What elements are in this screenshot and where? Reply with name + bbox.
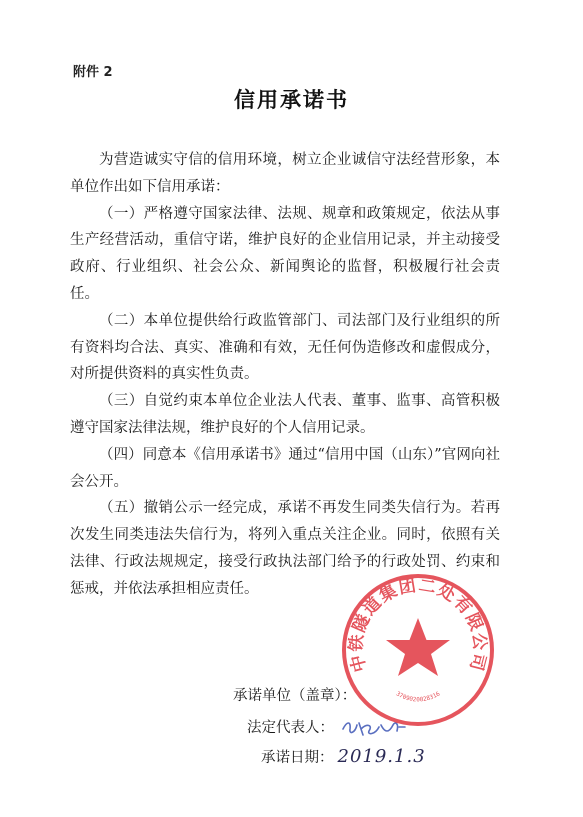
company-seal <box>338 570 498 730</box>
svg-text:中铁隧道集团二处有限公司: 中铁隧道集团二处有限公司 <box>346 575 490 674</box>
unit-label: 承诺单位（盖章）： <box>233 688 357 704</box>
date-line <box>261 746 426 767</box>
svg-text:3709020028316: 3709020028316 <box>394 690 442 704</box>
intro-paragraph: 为营造诚实守信的信用环境，树立企业诚信守法经营形象，本单位作出如下信用承诺： <box>70 152 500 195</box>
commitment-1-paragraph: （一）严格遵守国家法律、法规、规章和政策规定，依法从事生产经营活动，重信守诺，维护良好的企业信用记录，并主动接受政府、行业组织、社会公众、新闻舆论的监督，积极履行社会责任。 <box>70 205 500 302</box>
document-body <box>70 147 500 603</box>
commitment-5-paragraph: （五）撤销公示一经完成，承诺不再发生同类失信行为。若再次发生同类违法失信行为，将列入重点关注企业。同时，依照有关法律、行政法规规定，接受行政执法部门给予的行政处罚、约束和惩戒，并依法承担相应责任。 <box>70 500 500 597</box>
handwritten-date: 2019.1.3 <box>337 746 426 767</box>
commitment-4-paragraph: （四）同意本《信用承诺书》通过“信用中国（山东）”官网向社会公开。 <box>70 446 500 490</box>
legal-rep-label: 法定代表人： <box>247 720 334 736</box>
document-title: 信用承诺书 <box>234 87 349 112</box>
attachment-label: 附件 2 <box>73 65 113 80</box>
date-label: 承诺日期： <box>261 750 334 766</box>
commitment-2-paragraph: （二）本单位提供给行政监管部门、司法部门及行业组织的所有资料均合法、真实、准确和有效，无任何伪造修改和虚假成分，对所提供资料的真实性负责。 <box>70 312 500 383</box>
commitment-3-paragraph: （三）自觉约束本单位企业法人代表、董事、监事、高管积极遵守国家法律法规，维护良好的个人信用记录。 <box>70 393 500 436</box>
